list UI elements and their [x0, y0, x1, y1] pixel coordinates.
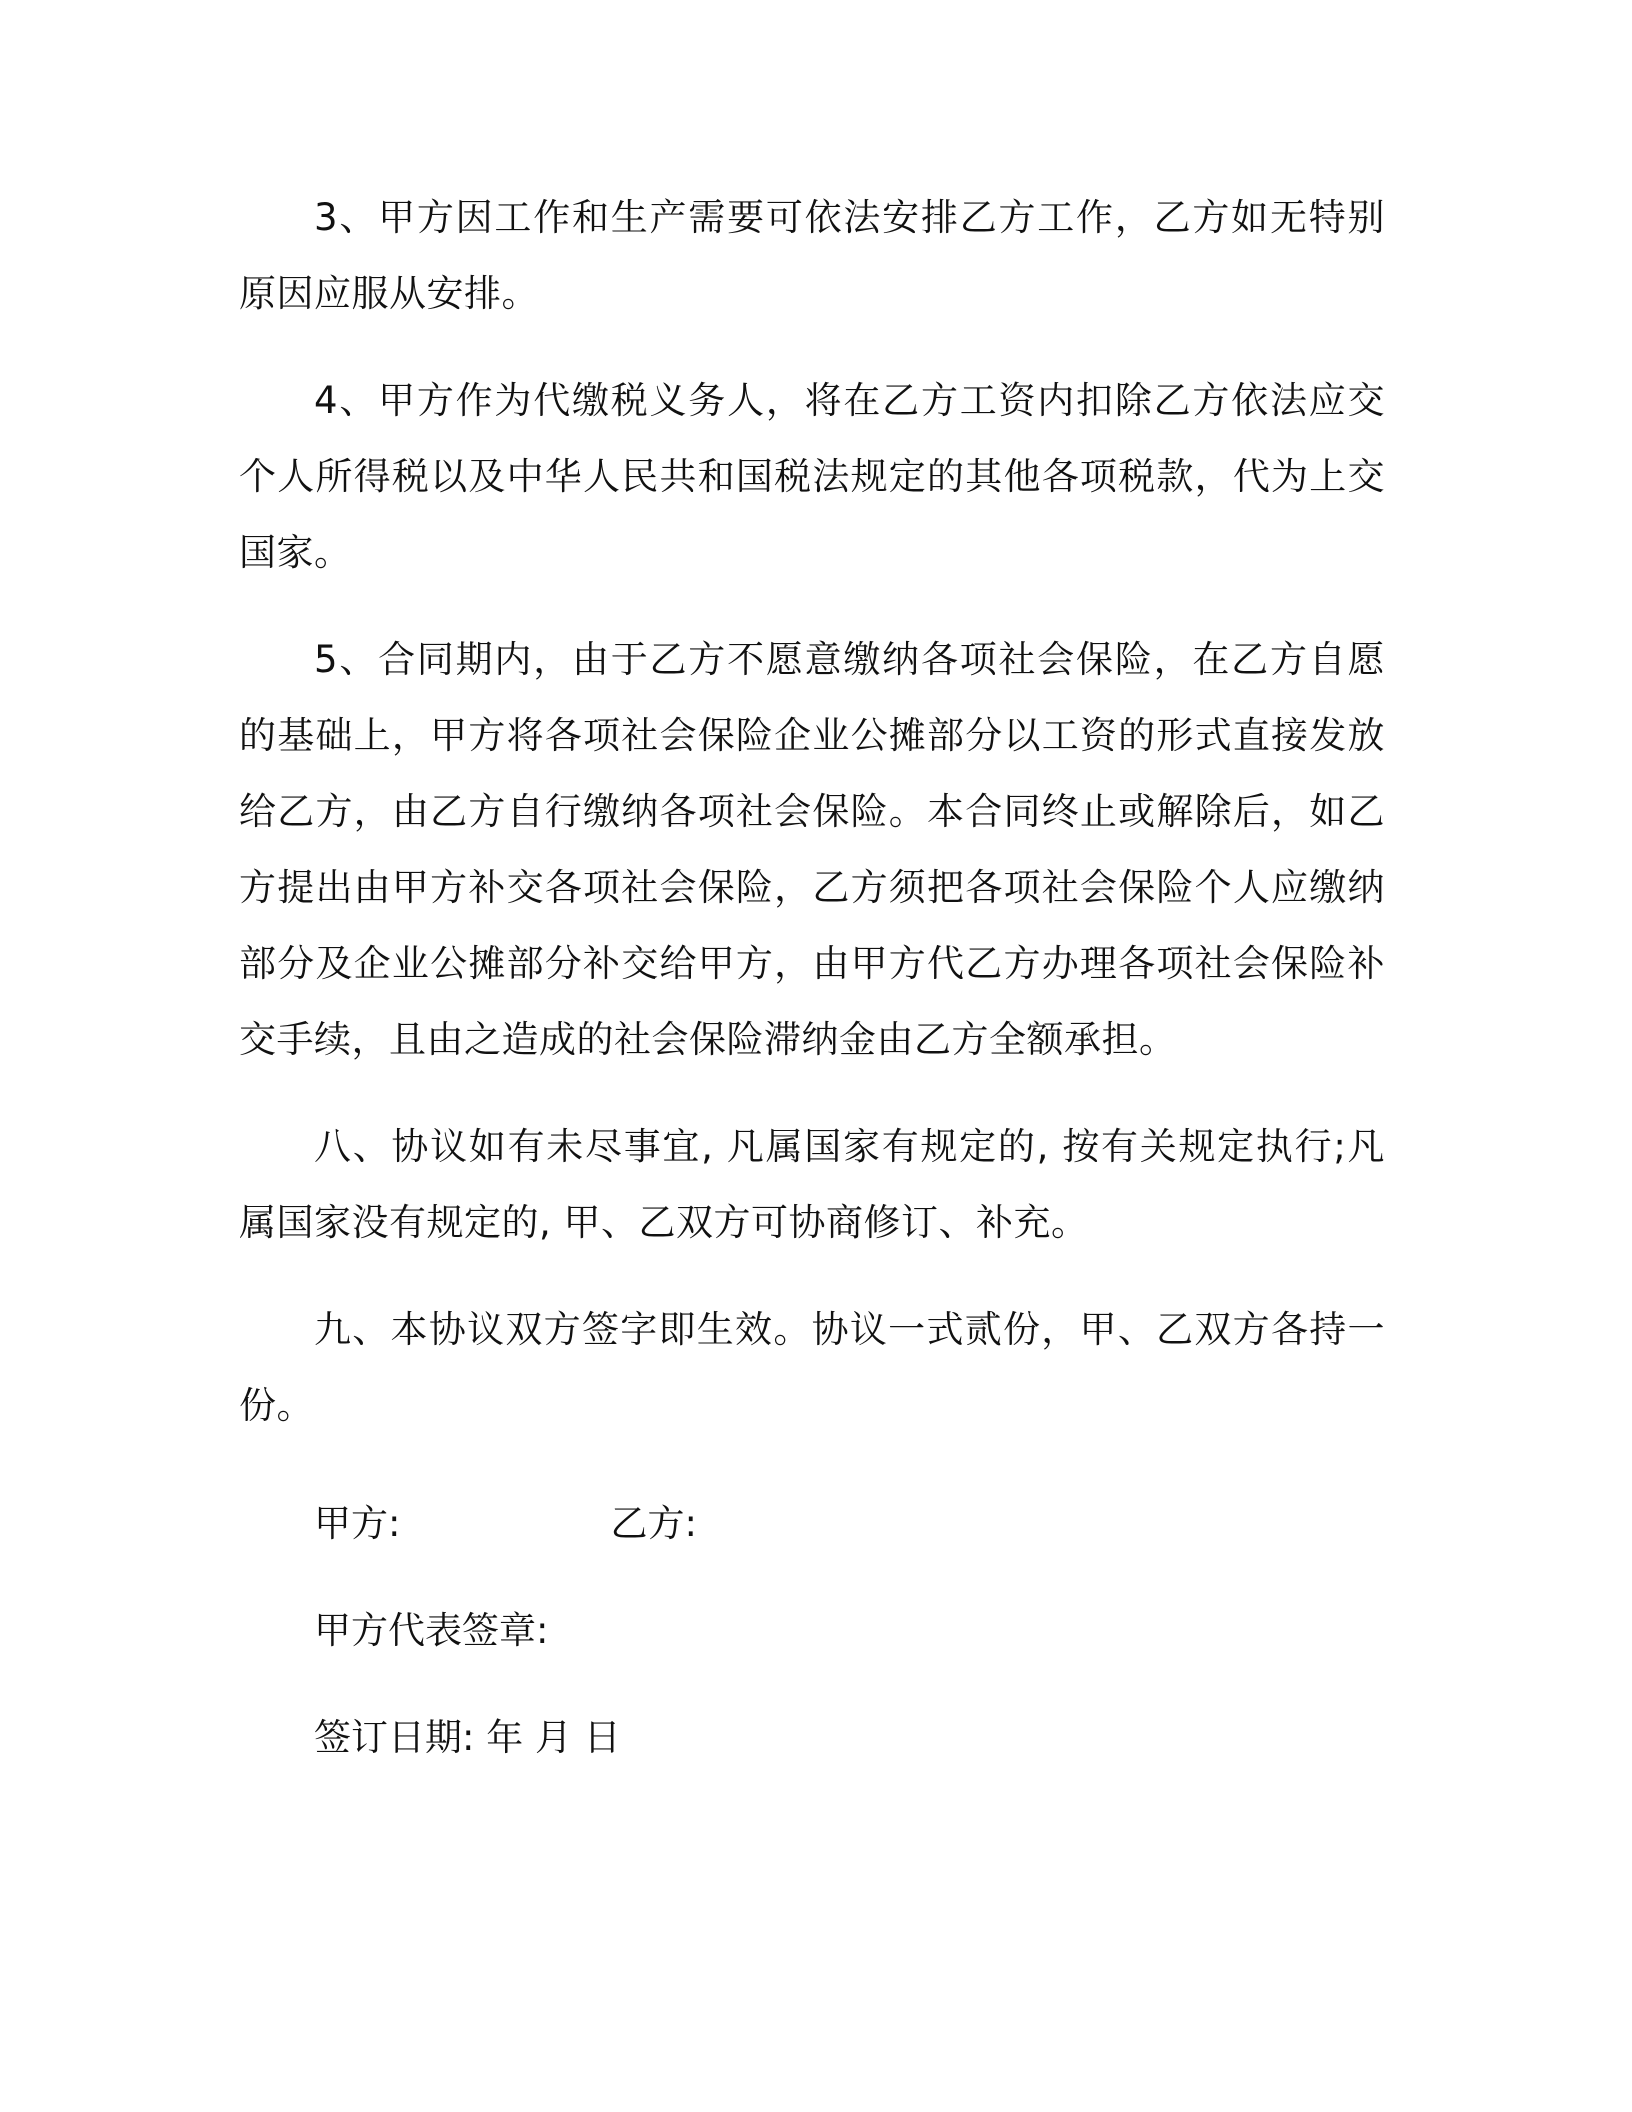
date-row [239, 1700, 1385, 1776]
clause-3: 3、甲方因工作和生产需要可依法安排乙方工作，乙方如无特别原因应服从安排。 [239, 196, 1385, 315]
clause-5: 5、合同期内，由于乙方不愿意缴纳各项社会保险，在乙方自愿的基础上，甲方将各项社会保险企业公摊部分以工资的形式直接发放给乙方，由乙方自行缴纳各项社会保险。本合同终止或解除后，如乙方提出由甲方补交各项社会保险，乙方须把各项社会保险个人应缴纳部分及企业公摊部分补交给甲方，由甲方代乙方办理各项社会保险补交手续，且由之造成的社会保险滞纳金由乙方全额承担。 [239, 638, 1385, 1061]
clause-8: 八、协议如有未尽事宜, 凡属国家有规定的, 按有关规定执行;凡属国家没有规定的, 甲、乙双方可协商修订、补充。 [239, 1125, 1385, 1244]
representative-label: 甲方代表签章: [314, 1609, 549, 1652]
signature-block [239, 1486, 1385, 1776]
clause-9: 九、本协议双方签字即生效。协议一式贰份，甲、乙双方各持一份。 [239, 1308, 1385, 1427]
representative-row [239, 1593, 1385, 1669]
parties-row [239, 1486, 1385, 1562]
party-a-label: 甲方: [314, 1502, 401, 1545]
party-b-label: 乙方: [610, 1502, 697, 1545]
contract-body [239, 180, 1385, 1776]
signing-date-label: 签订日期: 年 月 日 [314, 1716, 621, 1759]
clause-4: 4、甲方作为代缴税义务人，将在乙方工资内扣除乙方依法应交个人所得税以及中华人民共和国税法规定的其他各项税款，代为上交国家。 [239, 379, 1385, 574]
